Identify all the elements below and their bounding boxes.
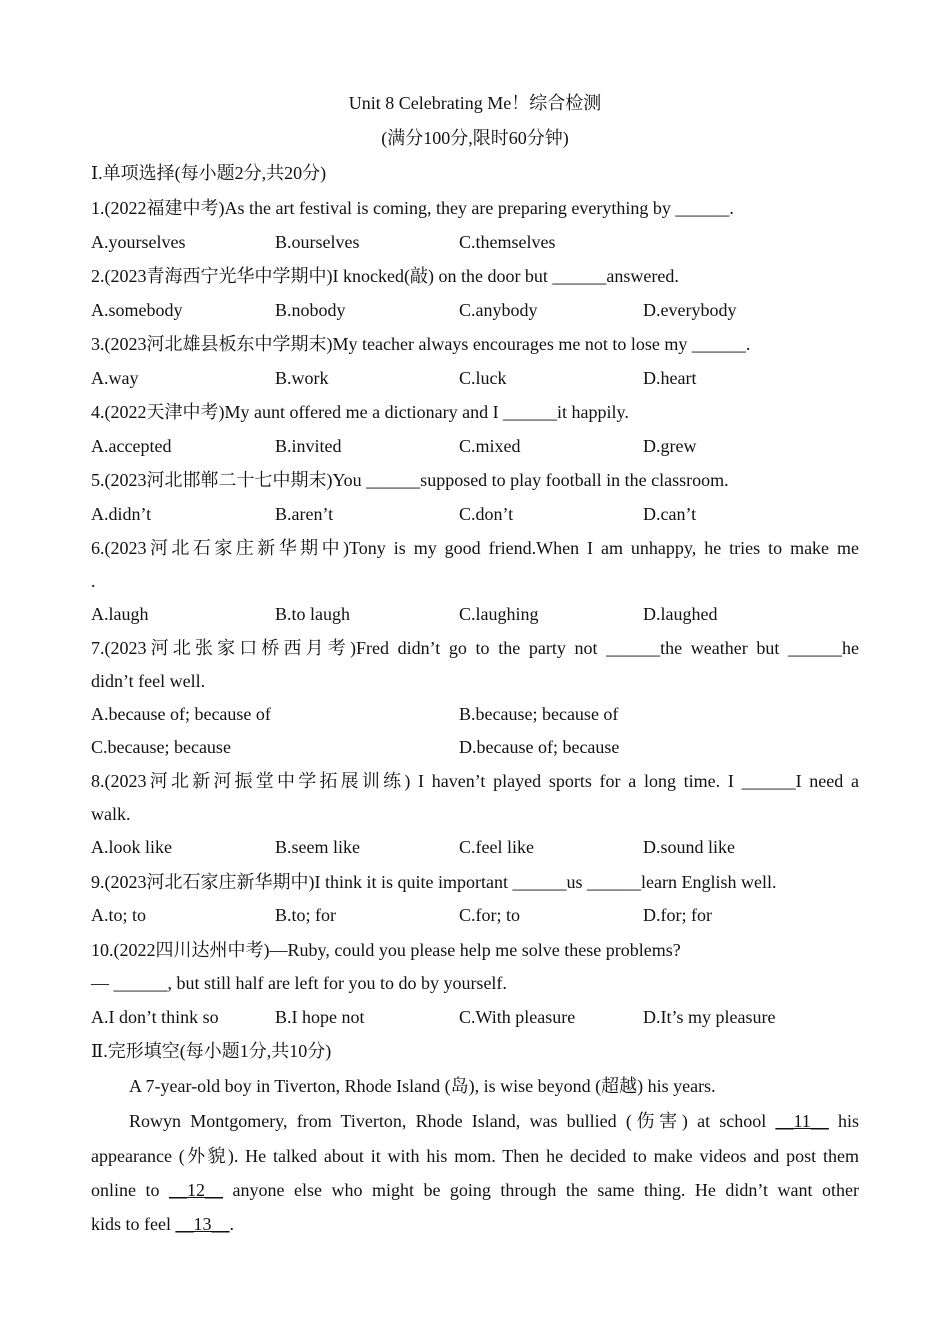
passage-line-1: Rowyn Montgomery, from Tiverton, Rhode Island, was bullied (伤害) at school __11__ his	[129, 1111, 860, 1131]
question-5-option-a: A.didn’t	[91, 504, 152, 524]
question-5-option-b: B.aren’t	[275, 504, 334, 524]
question-1-option-c: C.themselves	[459, 232, 556, 252]
question-3-option-d: D.heart	[643, 368, 697, 388]
question-10-stem: 10.(2022四川达州中考)—Ruby, could you please help me solve these problems?	[91, 940, 681, 960]
question-3-option-a: A.way	[91, 368, 139, 388]
question-4-option-c: C.mixed	[459, 436, 521, 456]
question-9-option-b: B.to; for	[275, 905, 336, 925]
blank-12[interactable]: __12__	[169, 1180, 223, 1200]
question-4-option-a: A.accepted	[91, 436, 172, 456]
question-3-option-b: B.work	[275, 368, 329, 388]
question-7-stem: 7.(2023河北张家口桥西月考)Fred didn’t go to the party not ______the weather but ______he	[91, 638, 859, 658]
passage-line-3: online to __12__ anyone else who might be going through the same thing. He didn’t want other	[91, 1180, 860, 1200]
question-7-option-a: A.because of; because of	[91, 704, 271, 724]
question-10-option-c: C.With pleasure	[459, 1007, 576, 1027]
blank-13[interactable]: __13__	[175, 1214, 230, 1234]
question-2-option-a: A.somebody	[91, 300, 183, 320]
question-3-option-c: C.luck	[459, 368, 507, 388]
question-6-option-a: A.laugh	[91, 604, 149, 624]
question-1-option-a: A.yourselves	[91, 232, 186, 252]
question-4-stem: 4.(2022天津中考)My aunt offered me a dictionary and I ______it happily.	[91, 402, 629, 422]
question-4-option-d: D.grew	[643, 436, 697, 456]
page-subtitle: (满分100分,限时60分钟)	[381, 128, 569, 148]
question-5-option-c: C.don’t	[459, 504, 514, 524]
question-6-option-c: C.laughing	[459, 604, 539, 624]
question-7-option-d: D.because of; because	[459, 737, 620, 757]
question-7-option-c: C.because; because	[91, 737, 231, 757]
passage-paragraph-1: A 7-year-old boy in Tiverton, Rhode Island (岛), is wise beyond (超越) his years.	[129, 1076, 716, 1096]
question-1-stem: 1.(2022福建中考)As the art festival is coming, they are preparing everything by ______.	[91, 198, 734, 218]
question-10-option-d: D.It’s my pleasure	[643, 1007, 776, 1027]
question-2-option-d: D.everybody	[643, 300, 737, 320]
question-9-option-a: A.to; to	[91, 905, 147, 925]
question-5-stem: 5.(2023河北邯郸二十七中期末)You ______supposed to play football in the classroom.	[91, 470, 729, 490]
page-title: Unit 8 Celebrating Me！综合检测	[348, 93, 602, 113]
question-8-option-d: D.sound like	[643, 837, 735, 857]
question-10-option-a: A.I don’t think so	[91, 1007, 219, 1027]
question-8-option-c: C.feel like	[459, 837, 534, 857]
question-7-stem-cont: didn’t feel well.	[91, 671, 206, 691]
question-2-option-c: C.anybody	[459, 300, 538, 320]
question-8-option-b: B.seem like	[275, 837, 360, 857]
question-9-option-d: D.for; for	[643, 905, 712, 925]
question-2-stem: 2.(2023青海西宁光华中学期中)I knocked(敲) on the door but ______answered.	[91, 266, 679, 286]
question-3-stem: 3.(2023河北雄县板东中学期末)My teacher always encourages me not to lose my ______.	[91, 334, 751, 354]
passage-line-4: kids to feel __13__.	[91, 1214, 234, 1234]
blank-11[interactable]: __11__	[775, 1111, 829, 1131]
question-6-stem-cont: .	[91, 571, 96, 591]
question-7-option-b: B.because; because of	[459, 704, 619, 724]
question-5-option-d: D.can’t	[643, 504, 697, 524]
passage-line-2: appearance (外貌). He talked about it with his mom. Then he decided to make videos and post them	[91, 1146, 859, 1166]
section1-heading: Ⅰ.单项选择(每小题2分,共20分)	[91, 163, 327, 183]
question-6-option-b: B.to laugh	[275, 604, 350, 624]
question-10-stem-cont: — ______, but still half are left for you to do by yourself.	[91, 973, 507, 993]
question-9-option-c: C.for; to	[459, 905, 520, 925]
question-10-option-b: B.I hope not	[275, 1007, 365, 1027]
question-1-option-b: B.ourselves	[275, 232, 360, 252]
question-6-stem: 6.(2023河北石家庄新华期中)Tony is my good friend.When I am unhappy, he tries to make me	[91, 538, 859, 558]
question-8-option-a: A.look like	[91, 837, 172, 857]
question-8-stem: 8.(2023河北新河振堂中学拓展训练) I haven’t played sports for a long time. I ______I need a	[91, 771, 859, 791]
question-8-stem-cont: walk.	[91, 804, 131, 824]
question-9-stem: 9.(2023河北石家庄新华期中)I think it is quite important ______us ______learn English well.	[91, 872, 777, 892]
section2-heading: Ⅱ.完形填空(每小题1分,共10分)	[91, 1041, 332, 1061]
question-6-option-d: D.laughed	[643, 604, 718, 624]
question-2-option-b: B.nobody	[275, 300, 346, 320]
question-4-option-b: B.invited	[275, 436, 342, 456]
